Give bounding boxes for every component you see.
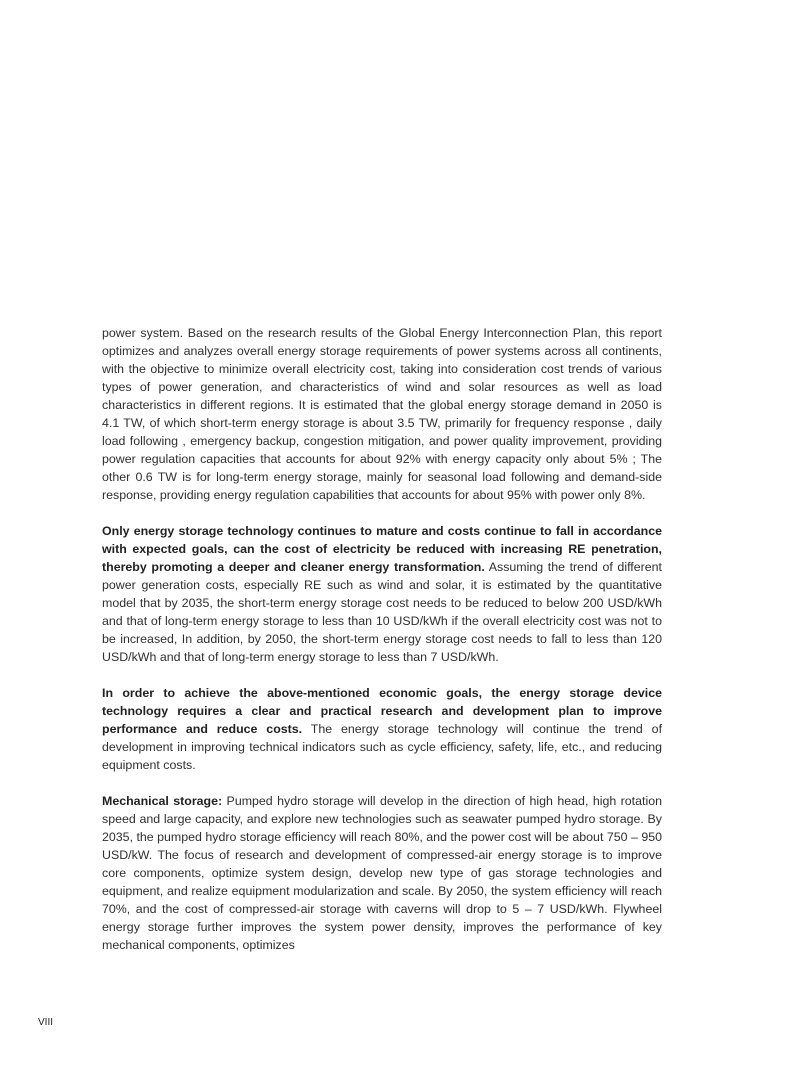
paragraph-cost-goals bbox=[102, 522, 662, 666]
paragraph-text: Assuming the trend of different power generation costs, especially RE such as wind and solar, it is estimated by the quantitative model that by 2035, the short-term energy storage cost needs to be reduced to below 200 USD/kWh and that of long-term energy storage to less than 10 USD/kWh if the overall electricity cost was not to be increased, In addition, by 2050, the short-term energy storage cost needs to fall to less than 120 USD/kWh and that of long-term energy storage to less than 7 USD/kWh. bbox=[102, 560, 662, 664]
paragraph-text: Pumped hydro storage will develop in the direction of high head, high rotation speed and large capacity, and explore new technologies such as seawater pumped hydro storage. By 2035, the pumped hydro storage efficiency will reach 80%, and the power cost will be about 750 – 950 USD/kW. The focus of research and development of compressed-air energy storage is to improve core components, optimize system design, develop new type of gas storage technologies and equipment, and realize equipment modularization and scale. By 2050, the system efficiency will reach 70%, and the cost of compressed-air storage with caverns will drop to 5 – 7 USD/kWh. Flywheel energy storage further improves the system power density, improves the performance of key mechanical components, optimizes bbox=[102, 794, 662, 952]
paragraph-text: The energy storage technology will continue the trend of development in improving technical indicators such as cycle efficiency, safety, life, etc., and reducing equipment costs. bbox=[102, 722, 663, 772]
paragraph-rd-plan bbox=[102, 684, 662, 774]
paragraph-storage-demand bbox=[102, 324, 662, 504]
paragraph-lead: In order to achieve the above-mentioned economic goals, the energy storage device technology requires a clear and practical research and development plan to improve performance and reduce costs. bbox=[102, 686, 662, 736]
paragraph-mechanical-storage bbox=[102, 792, 662, 954]
paragraph-text: power system. Based on the research results of the Global Energy Interconnection Plan, this report optimizes and analyzes overall energy storage requirements of power systems across all continents, with the objective to minimize overall electricity cost, taking into consideration cost trends of various types of power generation, and characteristics of wind and solar resources as well as load characteristics in different regions. It is estimated that the global energy storage demand in 2050 is 4.1 TW, of which short-term energy storage is about 3.5 TW, primarily for frequency response , daily load following , emergency backup, congestion mitigation, and power quality improvement, providing power regulation capacities that accounts for about 92% with energy capacity only about 5% ; The other 0.6 TW is for long-term energy storage, mainly for seasonal load following and demand-side response, providing energy regulation capabilities that accounts for about 95% with power only 8%. bbox=[102, 326, 662, 502]
page-number: VIII bbox=[38, 1017, 54, 1028]
body-text bbox=[102, 324, 662, 972]
paragraph-lead: Mechanical storage: bbox=[102, 794, 223, 808]
paragraph-lead: Only energy storage technology continues to mature and costs continue to fall in accordance with expected goals, can the cost of electricity be reduced with increasing RE penetration, thereby promoting a deeper and cleaner energy transformation. bbox=[102, 524, 662, 574]
